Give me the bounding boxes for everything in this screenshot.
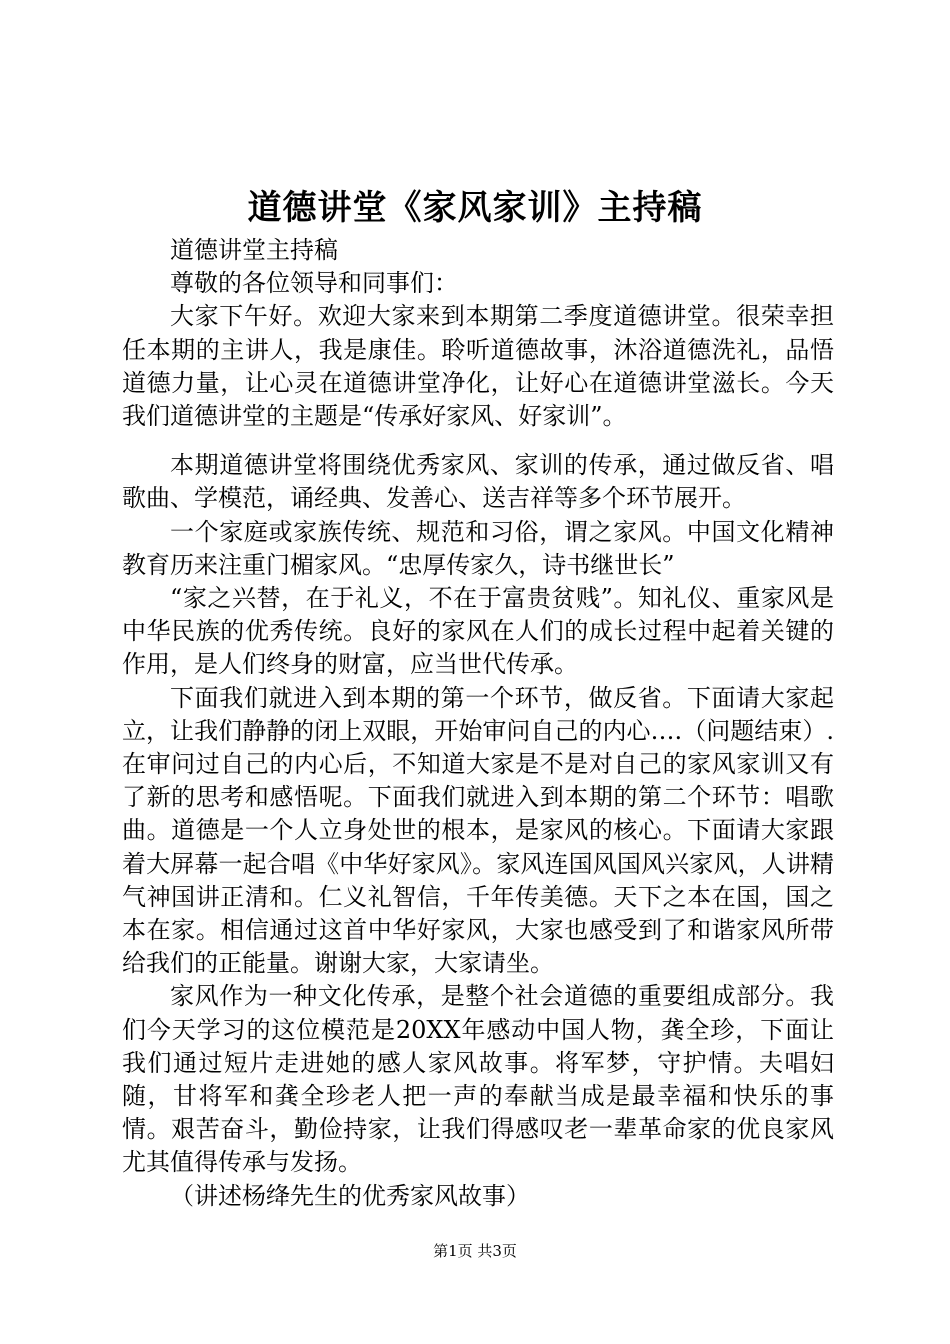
paragraph-story-note: （讲述杨绛先生的优秀家风故事） — [170, 1181, 530, 1210]
paragraph-model-story: 家风作为一种文化传承，是整个社会道德的重要组成部分。我们今天学习的这位模范是20XX年感动中国人物，龚全珍，下面让我们通过短片走进她的感人家风故事。将军梦，守护情。夫唱妇随，甘将军和龚全珍老人把一声的奉献当成是最幸福和快乐的事情。艰苦奋斗，勤俭持家，让我们得感叹老一辈革命家的优良家风尤其值得传承与发扬。 — [122, 982, 834, 1177]
page-footer: 第1页 共3页 — [433, 1242, 517, 1260]
paragraph-heading-line: 道德讲堂主持稿 — [170, 236, 338, 264]
paragraph-overview: 本期道德讲堂将围绕优秀家风、家训的传承，通过做反省、唱歌曲、学模范，诵经典、发善心、送吉祥等多个环节展开。 — [122, 451, 834, 513]
paragraph-first-segment: 下面我们就进入到本期的第一个环节，做反省。下面请大家起立，让我们静静的闭上双眼，开始审问自己的内心….（问题结束）.在审问过自己的内心后，不知道大家是不是对自己的家风家训又有了新的思考和感悟呢。下面我们就进入到本期的第二个环节：唱歌曲。道德是一个人立身处世的根本，是家风的核心。下面请大家跟着大屏幕一起合唱《中华好家风》。家风连国风国风兴家风，人讲精气神国讲正清和。仁义礼智信，千年传美德。天下之本在国，国之本在家。相信通过这首中华好家风，大家也感受到了和谐家风所带给我们的正能量。谢谢大家，大家请坐。 — [122, 683, 834, 978]
document-title: 道德讲堂《家风家训》主持稿 — [247, 188, 703, 228]
paragraph-family-tradition: 一个家庭或家族传统、规范和习俗，谓之家风。中国文化精神教育历来注重门楣家风。“忠厚传家久，诗书继世长” — [122, 517, 834, 579]
document-body — [122, 234, 834, 1213]
paragraph-salutation: 尊敬的各位领导和同事们： — [170, 269, 458, 298]
paragraph-opening: 大家下午好。欢迎大家来到本期第二季度道德讲堂。很荣幸担任本期的主讲人，我是康佳。聆听道德故事，沐浴道德洗礼，品悟道德力量，让心灵在道德讲堂净化，让好心在道德讲堂滋长。今天我们道德讲堂的主题是“传承好家风、好家训”。 — [122, 302, 834, 431]
paragraph-quote: “家之兴替，在于礼义，不在于富贵贫贱”。知礼仪、重家风是中华民族的优秀传统。良好的家风在人们的成长过程中起着关键的作用，是人们终身的财富，应当世代传承。 — [122, 584, 834, 679]
